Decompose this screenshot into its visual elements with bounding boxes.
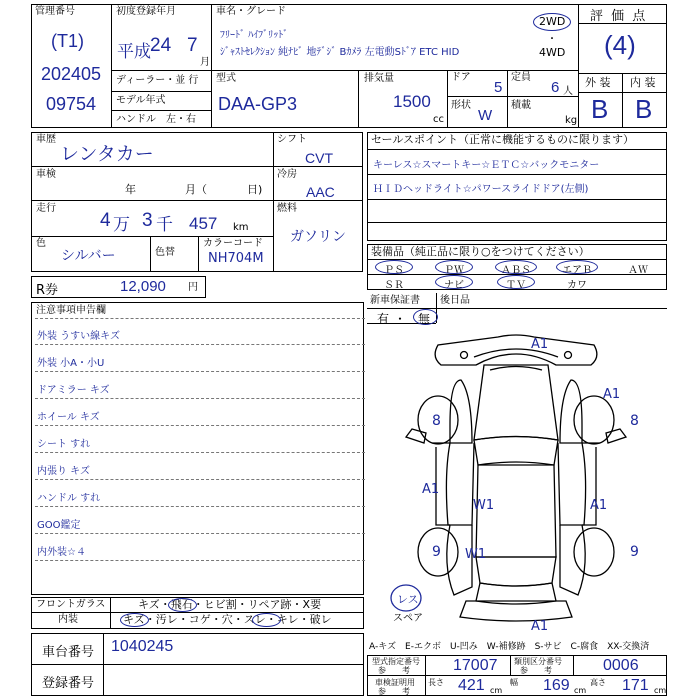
front-glass-options: キズ・飛石・ヒビ割・リペア跡・X要 [138,598,322,611]
capacity-unit: 人 [563,86,573,97]
registration-month: 7 [187,35,198,56]
class-label: 類別区分番号 [514,657,562,666]
chassis-value: 1040245 [111,638,174,655]
equip-ps-circle [375,260,413,274]
color-change-label: 色替 [155,247,175,258]
drive-2wd: 2WD [539,15,566,28]
type-designation-value: 17007 [453,657,498,674]
dealer-label: ディーラー・並 行 [116,75,199,86]
damage-mark-rear: A1 [531,619,549,634]
front-glass-label: フロントガラス [36,599,106,610]
equip-abs: ＡＢＳ [501,265,531,276]
registration-month-unit: 月 [200,57,210,68]
note-line-1: 外装 うすい線キズ [37,331,120,342]
capacity-value: 6 [551,79,560,96]
kanri-code: (T1) [51,31,84,51]
spare-value: レス [397,593,419,606]
door-label: ドア [451,72,471,83]
color-code-label: カラーコード [203,238,263,249]
shift-value: CVT [305,150,333,166]
chassis-label: 車台番号 [42,645,95,660]
equip-airbag-circle [556,260,598,274]
warranty-no-circle [413,309,438,325]
mileage-sen-value: 3 [142,210,153,231]
equip-ps: ＰＳ [384,265,404,276]
mileage-sen-unit: 千 [156,215,173,235]
registration-number-label: 登録番号 [42,676,95,691]
note-line-4: ホイール キズ [37,412,100,423]
ac-label: 冷房 [277,169,297,180]
width-unit: cm [574,686,587,695]
spare-label: スペア [393,613,423,624]
capacity-label: 定員 [511,72,531,83]
color-value: シルバー [61,248,116,264]
shaken-day-unit: 日) [247,183,263,196]
mileage-rest-value: 457 [189,214,218,233]
damage-mark-front: A1 [531,337,549,352]
door-value: 5 [494,79,503,96]
model-grade: ｼﾞｬｽﾄｾﾚｸｼｮﾝ 純ﾅﾋﾞ 地ﾃﾞｼﾞ Bｶﾒﾗ 左電動Sﾄﾞｱ ETC HID [220,47,460,58]
warranty-no: 無 [418,312,431,326]
mileage-man-unit: 万 [113,215,130,235]
drive-dot: ・ [547,34,557,45]
load-unit: kg [565,115,578,126]
class-sub: 参 考 [520,666,552,675]
registration-era: 平成 [117,42,151,62]
registration-label: 初度登録年月 [116,6,176,17]
mileage-man-value: 4 [100,210,111,231]
mileage-label: 走行 [36,203,56,214]
damage-mark-rear-left-door: W1 [465,547,487,562]
wheel-mark-front-left: 8 [432,413,441,429]
equip-navi: ナビ [444,280,464,291]
kanri-number-2: 09754 [46,94,97,114]
note-line-2: 外装 小A・小U [37,358,105,369]
damage-mark-roof: W1 [473,498,495,513]
wheel-mark-rear-left: 9 [432,544,441,560]
interior-rub-circle [252,613,281,627]
displacement-label: 排気量 [364,73,394,84]
warranty-dot: ・ [394,312,407,326]
score-value: (4) [604,30,636,60]
load-label: 積載 [511,100,531,111]
exterior-grade: B [591,94,609,124]
note-line-8: GOO鑑定 [37,520,81,531]
note-line-9: 内外装☆４ [37,547,86,558]
shaken-label: 車検 [36,169,56,180]
interior-scratch-circle [120,613,149,627]
fuel-label: 燃料 [277,203,297,214]
note-line-5: シート すれ [37,439,91,450]
equip-navi-circle [435,275,473,289]
recycle-yen: 円 [188,282,198,293]
sales-points-label: セールスポイント（正常に機能するものに限ります） [371,133,635,146]
color-label: 色 [36,238,46,249]
shape-label: 形状 [451,100,471,111]
damage-mark-left-side: A1 [422,482,440,497]
height-label: 高さ [590,678,606,687]
color-code-value: NH704M [208,251,264,266]
type-value: DAA-GP3 [218,94,298,114]
interior-grade: B [635,94,653,124]
sales-point-line-1: キーレス☆スマートキー☆ＥＴＣ☆バックモニター [373,160,600,171]
length-unit: cm [490,686,503,695]
equip-aw: ＡＷ [628,265,648,276]
recycle-value: 12,090 [120,278,166,295]
displacement-value: 1500 [393,92,431,111]
equip-abs-circle [495,260,537,274]
height-unit: cm [654,686,667,695]
shaken-month-unit: 月（ [185,183,207,196]
note-line-3: ドアミラー キズ [37,385,110,396]
equip-leather: カワ [567,280,587,291]
car-diagram [366,325,666,635]
kanri-number-1: 202405 [41,64,102,84]
wheel-mark-rear-right: 9 [630,544,639,560]
shift-label: シフト [277,134,307,145]
length-value: 421 [458,677,485,694]
handle-label: ハンドル 左・右 [116,114,196,125]
equip-pw-circle [435,260,473,274]
damage-mark-right-side: A1 [590,498,608,513]
equipment-label: 装備品（純正品に限り○をつけてください） [371,245,590,258]
recycle-label: R券 [36,283,59,298]
equip-airbag: エアＢ [562,265,592,276]
equip-pw: ＰＷ [444,265,464,276]
fuel-value: ガソリン [290,229,346,245]
type-designation-label: 型式指定番号 [372,657,420,666]
note-line-6: 内張り キズ [37,466,90,477]
length-label: 長さ [428,678,444,687]
model-year-label: モデル年式 [116,95,166,106]
warranty-label: 新車保証書 [370,295,420,306]
drive-4wd: 4WD [539,46,566,59]
equip-tv: ＴＶ [506,280,526,291]
ac-value: AAC [306,184,335,200]
cert-label: 車検証明用 [375,678,415,687]
interior-label: 内 装 [630,76,656,89]
damage-mark-right-front: A1 [603,387,621,402]
interior-label: 内装 [58,614,78,625]
shape-value: W [478,107,493,124]
model-label: 車名・グレード [216,6,286,17]
mileage-km-unit: km [233,222,249,233]
history-label: 車歴 [36,134,56,145]
cert-sub: 参 考 [378,687,410,696]
warranty-yes: 有 [377,312,390,326]
type-designation-sub: 参 考 [378,666,410,675]
wheel-mark-front-right: 8 [630,413,639,429]
interior-options: キズ・汚レ・コゲ・穴・スレ・キレ・破レ [123,613,332,626]
glass-stone-circle [168,598,197,612]
displacement-unit: cc [433,114,444,125]
type-label: 型式 [216,73,236,84]
notes-label: 注意事項申告欄 [36,305,106,316]
registration-year: 24 [150,35,172,56]
equip-tv-circle [497,275,535,289]
kanri-label: 管理番号 [35,6,75,17]
score-label: 評 価 点 [590,9,648,24]
sales-point-line-2: ＨＩＤヘッドライト☆パワースライドドア(左側) [373,184,589,195]
class-value: 0006 [603,657,639,674]
width-value: 169 [543,677,570,694]
height-value: 171 [622,677,649,694]
note-line-7: ハンドル すれ [37,493,101,504]
shaken-year-unit: 年 [125,183,136,196]
history-value: レンタカー [60,143,154,165]
damage-legend: A-キズ E-エクボ U-凹み W-補修跡 S-サビ C-腐食 XX-交換済 [369,642,650,652]
exterior-label: 外 装 [585,76,611,89]
equip-sr: ＳＲ [384,280,404,291]
model-name: ﾌﾘｰﾄﾞ ﾊｲﾌﾞﾘｯﾄﾞ [220,30,289,41]
width-label: 幅 [510,678,518,687]
aftermarket-label: 後日品 [440,295,470,306]
